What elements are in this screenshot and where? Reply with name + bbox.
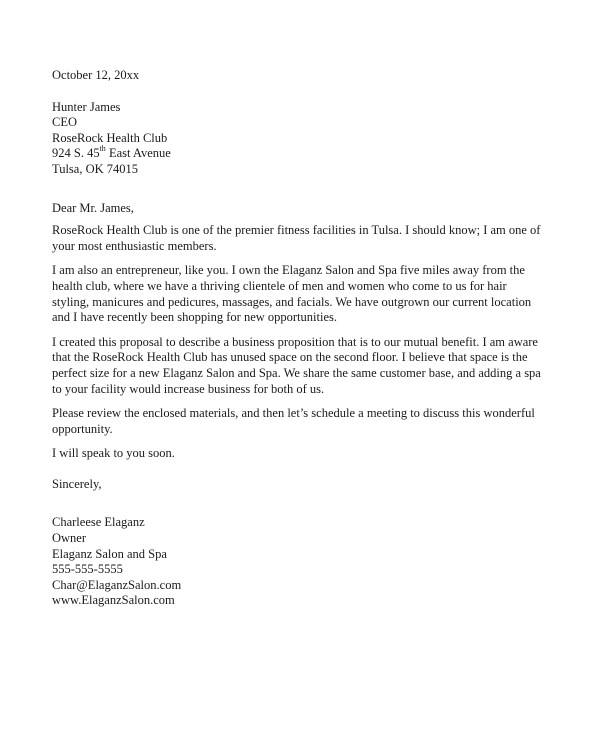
paragraph-proposal xyxy=(52,335,572,397)
sender-title: Owner xyxy=(52,531,87,546)
paragraph-line: opportunity. xyxy=(52,421,113,436)
complimentary-close xyxy=(52,477,572,493)
recipient-city: Tulsa, OK 74015 xyxy=(52,161,139,176)
salutation-text: Dear Mr. James, xyxy=(52,200,134,215)
paragraph-line: styling, manicures and pedicures, massages, and facials. We have outgrown our current location xyxy=(52,294,532,309)
street-number: 924 S. 45 xyxy=(52,146,100,161)
closing-text: Sincerely, xyxy=(52,476,102,491)
closing-sentence-text: I will speak to you soon. xyxy=(52,446,175,461)
letter-date xyxy=(52,68,572,84)
sender-signature-block xyxy=(52,515,572,609)
recipient-name: Hunter James xyxy=(52,99,121,114)
paragraph-line: I created this proposal to describe a business proposition that is to our mutual benefit. I am aware xyxy=(52,334,538,349)
closing-sentence xyxy=(52,446,572,462)
paragraph-line: to your facility would increase business for both of us. xyxy=(52,381,325,396)
street-ordinal: th xyxy=(99,144,106,154)
recipient-street xyxy=(52,146,572,162)
salutation xyxy=(52,201,572,217)
paragraph-line: health club, where we have a thriving clientele of men and women who come to us for hair xyxy=(52,278,507,293)
sender-email: Char@ElaganzSalon.com xyxy=(52,577,182,592)
sender-phone: 555-555-5555 xyxy=(52,562,123,577)
recipient-title: CEO xyxy=(52,115,77,130)
recipient-company: RoseRock Health Club xyxy=(52,130,168,145)
recipient-address xyxy=(52,100,572,178)
paragraph-line: perfect size for a new Elaganz Salon and Spa. We share the same customer base, and adding a spa xyxy=(52,365,541,380)
paragraph-line: I am also an entrepreneur, like you. I own the Elaganz Salon and Spa five miles away from the xyxy=(52,263,525,278)
sender-company: Elaganz Salon and Spa xyxy=(52,546,167,561)
date-text: October 12, 20xx xyxy=(52,68,140,82)
street-name: East Avenue xyxy=(105,146,171,161)
paragraph-line: that the RoseRock Health Club has unused space on the second floor. I believe that space is the xyxy=(52,350,528,365)
paragraph-line: and I have recently been shopping for new opportunities. xyxy=(52,310,337,325)
paragraph-line: RoseRock Health Club is one of the premier fitness facilities in Tulsa. I should know; I am one of xyxy=(52,223,541,238)
paragraph-line: Please review the enclosed materials, and then let’s schedule a meeting to discuss this wonderful xyxy=(52,406,535,421)
sender-website: www.ElaganzSalon.com xyxy=(52,593,175,608)
sender-name: Charleese Elaganz xyxy=(52,515,145,530)
paragraph-intro xyxy=(52,223,572,254)
paragraph-request xyxy=(52,406,572,437)
paragraph-background xyxy=(52,263,572,325)
letter xyxy=(52,68,572,609)
paragraph-line: your most enthusiastic members. xyxy=(52,238,217,253)
